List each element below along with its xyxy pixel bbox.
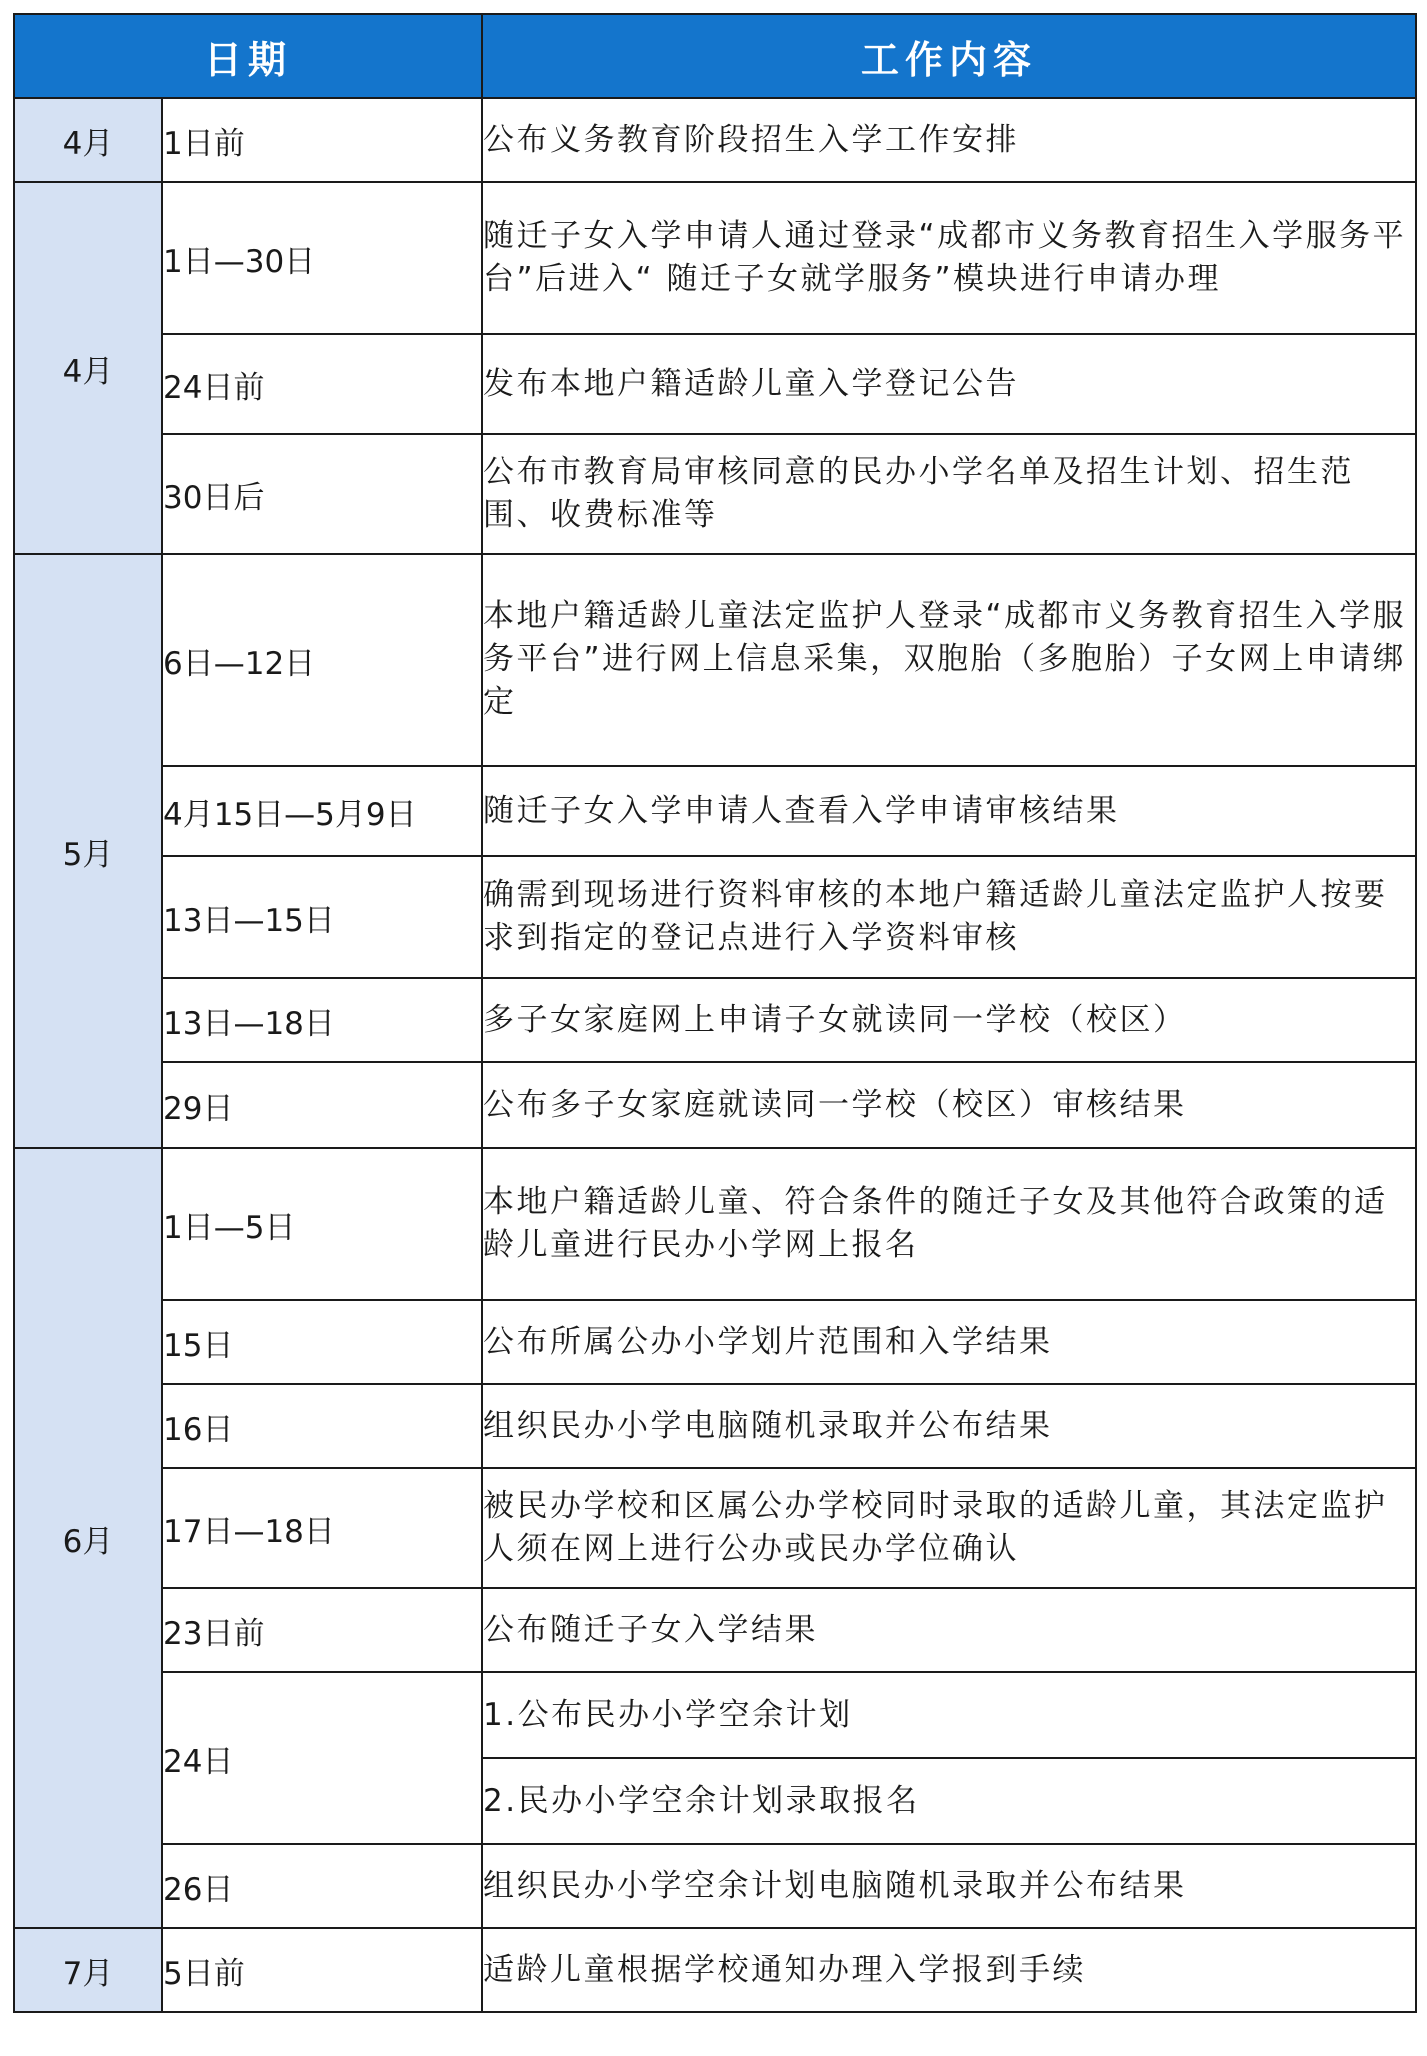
header-row <box>14 14 1416 98</box>
task-cell: 组织民办小学电脑随机录取并公布结果 <box>482 1384 1416 1468</box>
task-cell: 公布义务教育阶段招生入学工作安排 <box>482 98 1416 182</box>
table-row <box>14 1928 1416 2012</box>
table-row <box>14 1844 1416 1928</box>
table-row <box>14 182 1416 334</box>
table-row <box>14 1384 1416 1468</box>
date-cell: 13日—15日 <box>162 856 482 978</box>
table-row <box>14 1672 1416 1758</box>
month-cell: 5月 <box>14 554 162 1148</box>
month-cell: 4月 <box>14 98 162 182</box>
task-cell: 发布本地户籍适龄儿童入学登记公告 <box>482 334 1416 434</box>
task-cell: 适龄儿童根据学校通知办理入学报到手续 <box>482 1928 1416 2012</box>
task-cell: 公布所属公办小学划片范围和入学结果 <box>482 1300 1416 1384</box>
date-cell: 26日 <box>162 1844 482 1928</box>
header-date: 日期 <box>14 14 482 98</box>
table-row <box>14 434 1416 554</box>
date-cell: 4月15日—5月9日 <box>162 766 482 856</box>
table-row <box>14 1148 1416 1300</box>
task-cell: 本地户籍适龄儿童法定监护人登录“成都市义务教育招生入学服务平台”进行网上信息采集，双胞胎（多胞胎）子女网上申请绑定 <box>482 554 1416 766</box>
date-cell: 6日—12日 <box>162 554 482 766</box>
date-cell: 30日后 <box>162 434 482 554</box>
task-cell: 多子女家庭网上申请子女就读同一学校（校区） <box>482 978 1416 1062</box>
enrollment-schedule-table <box>13 13 1417 2013</box>
task-cell: 随迁子女入学申请人通过登录“成都市义务教育招生入学服务平台”后进入“ 随迁子女就学服务”模块进行申请办理 <box>482 182 1416 334</box>
task-cell: 2.民办小学空余计划录取报名 <box>482 1758 1416 1844</box>
date-cell: 13日—18日 <box>162 978 482 1062</box>
date-cell: 29日 <box>162 1062 482 1148</box>
date-cell: 5日前 <box>162 1928 482 2012</box>
table-row <box>14 1300 1416 1384</box>
header-content: 工作内容 <box>482 14 1416 98</box>
task-cell: 1.公布民办小学空余计划 <box>482 1672 1416 1758</box>
date-cell: 1日—30日 <box>162 182 482 334</box>
table-row <box>14 1588 1416 1672</box>
table-row <box>14 554 1416 766</box>
table-row <box>14 856 1416 978</box>
table-row <box>14 98 1416 182</box>
month-cell: 7月 <box>14 1928 162 2012</box>
task-cell: 公布随迁子女入学结果 <box>482 1588 1416 1672</box>
table-row <box>14 334 1416 434</box>
table-row <box>14 766 1416 856</box>
date-cell: 24日前 <box>162 334 482 434</box>
task-cell: 公布市教育局审核同意的民办小学名单及招生计划、招生范围、收费标准等 <box>482 434 1416 554</box>
date-cell: 17日—18日 <box>162 1468 482 1588</box>
date-cell: 16日 <box>162 1384 482 1468</box>
month-cell: 4月 <box>14 182 162 554</box>
task-cell: 本地户籍适龄儿童、符合条件的随迁子女及其他符合政策的适龄儿童进行民办小学网上报名 <box>482 1148 1416 1300</box>
task-cell: 确需到现场进行资料审核的本地户籍适龄儿童法定监护人按要求到指定的登记点进行入学资料审核 <box>482 856 1416 978</box>
date-cell: 24日 <box>162 1672 482 1844</box>
table-row <box>14 1468 1416 1588</box>
task-cell: 公布多子女家庭就读同一学校（校区）审核结果 <box>482 1062 1416 1148</box>
schedule-body <box>14 98 1416 2012</box>
task-cell: 随迁子女入学申请人查看入学申请审核结果 <box>482 766 1416 856</box>
date-cell: 15日 <box>162 1300 482 1384</box>
table-row <box>14 1062 1416 1148</box>
task-cell: 被民办学校和区属公办学校同时录取的适龄儿童，其法定监护人须在网上进行公办或民办学位确认 <box>482 1468 1416 1588</box>
date-cell: 1日前 <box>162 98 482 182</box>
month-cell: 6月 <box>14 1148 162 1928</box>
table-row <box>14 978 1416 1062</box>
date-cell: 23日前 <box>162 1588 482 1672</box>
date-cell: 1日—5日 <box>162 1148 482 1300</box>
task-cell: 组织民办小学空余计划电脑随机录取并公布结果 <box>482 1844 1416 1928</box>
